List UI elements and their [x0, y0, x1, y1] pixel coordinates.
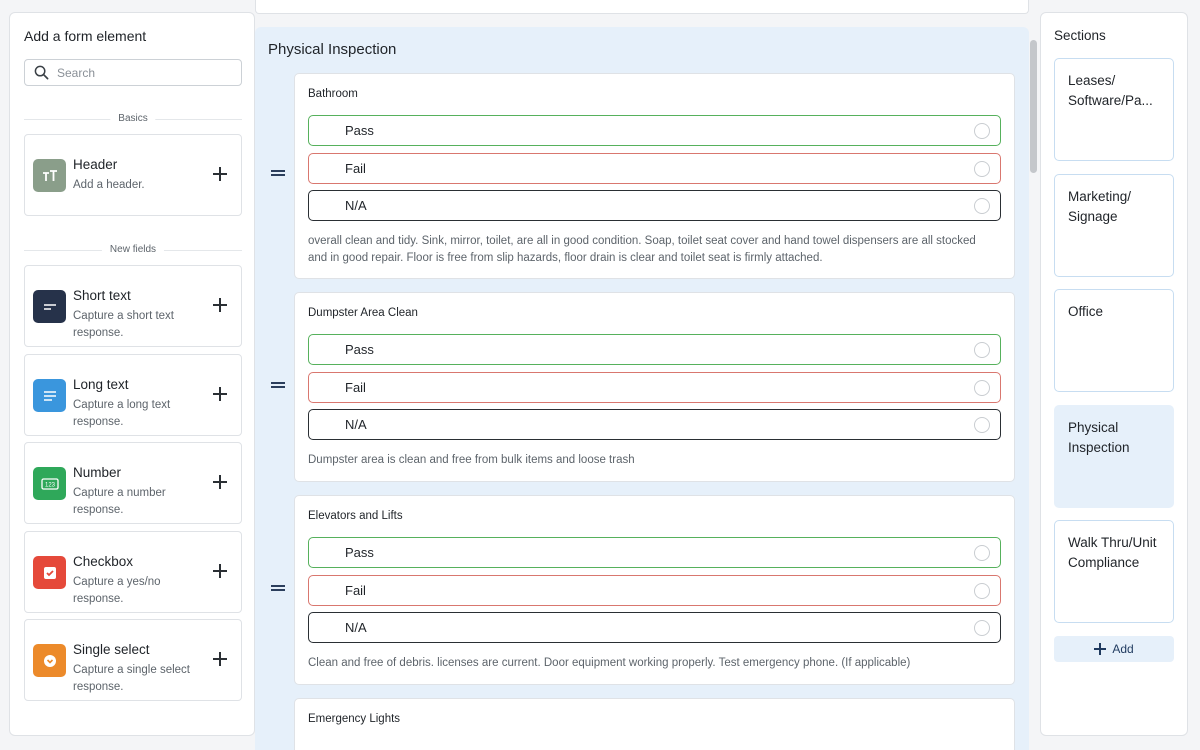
section-title: Physical Inspection — [268, 41, 397, 58]
element-description: Capture a number response. — [73, 487, 166, 516]
element-name: Long text — [73, 377, 129, 392]
previous-section-edge — [255, 0, 1029, 14]
plus-icon[interactable] — [213, 167, 227, 181]
search-input[interactable] — [57, 64, 232, 82]
option-pass[interactable] — [308, 115, 1001, 146]
question-card — [294, 73, 1015, 279]
short-text-icon — [33, 290, 66, 323]
scrollbar[interactable] — [1030, 40, 1037, 173]
section-label: Leases/ Software/Pa... — [1068, 73, 1153, 108]
option-na[interactable] — [308, 612, 1001, 643]
plus-icon — [1094, 643, 1106, 655]
single-select-icon — [33, 644, 66, 677]
element-description: Capture a yes/no response. — [73, 576, 161, 605]
section-card[interactable] — [1054, 174, 1174, 277]
new-fields-divider — [24, 244, 242, 255]
section-canvas — [255, 27, 1029, 750]
radio-button[interactable] — [974, 198, 990, 214]
new-fields-label: New fields — [102, 242, 164, 258]
plus-icon[interactable] — [213, 298, 227, 312]
radio-button[interactable] — [974, 123, 990, 139]
option-label: N/A — [345, 620, 367, 635]
sections-panel — [1040, 12, 1188, 736]
option-label: Pass — [345, 123, 374, 138]
option-label: N/A — [345, 198, 367, 213]
radio-button[interactable] — [974, 342, 990, 358]
add-label: Add — [1112, 642, 1134, 656]
element-description: Capture a single select response. — [73, 664, 190, 693]
add-section-button[interactable] — [1054, 636, 1174, 662]
question-card — [294, 292, 1015, 482]
section-card[interactable] — [1054, 58, 1174, 161]
radio-button[interactable] — [974, 417, 990, 433]
radio-button[interactable] — [974, 620, 990, 636]
question-title: Emergency Lights — [308, 713, 401, 725]
option-label: Fail — [345, 161, 366, 176]
sections-title: Sections — [1054, 28, 1106, 43]
section-card[interactable] — [1054, 520, 1174, 623]
drag-handle-icon[interactable] — [271, 382, 285, 388]
element-name: Number — [73, 465, 122, 480]
question-description: Dumpster area is clean and free from bulk items and loose trash — [308, 454, 635, 466]
element-name: Single select — [73, 642, 150, 657]
question-description: overall clean and tidy. Sink, mirror, toilet, are all in good condition. Soap, toilet seat cover and hand towel dispensers are all stocked and in good repair. Floor is free from slip hazards, floor drain is clear and toilet seat is firmly attached. — [308, 235, 976, 264]
element-description: Capture a long text response. — [73, 399, 171, 428]
element-header[interactable] — [24, 134, 242, 216]
text-size-icon — [33, 159, 66, 192]
element-name: Short text — [73, 288, 131, 303]
option-na[interactable] — [308, 409, 1001, 440]
basics-label: Basics — [110, 111, 155, 127]
question-title: Bathroom — [308, 88, 358, 100]
element-number[interactable] — [24, 442, 242, 524]
plus-icon[interactable] — [213, 564, 227, 578]
radio-button[interactable] — [974, 545, 990, 561]
radio-button[interactable] — [974, 161, 990, 177]
option-pass[interactable] — [308, 334, 1001, 365]
option-fail[interactable] — [308, 153, 1001, 184]
plus-icon[interactable] — [213, 652, 227, 666]
drag-handle-icon[interactable] — [271, 585, 285, 591]
question-card — [294, 698, 1015, 750]
plus-icon[interactable] — [213, 475, 227, 489]
option-fail[interactable] — [308, 575, 1001, 606]
element-single-select[interactable] — [24, 619, 242, 701]
element-long-text[interactable] — [24, 354, 242, 436]
question-title: Elevators and Lifts — [308, 510, 403, 522]
search-icon — [34, 65, 49, 80]
option-fail[interactable] — [308, 372, 1001, 403]
drag-handle-icon[interactable] — [271, 170, 285, 176]
form-element-panel — [9, 12, 255, 736]
long-text-icon — [33, 379, 66, 412]
radio-button[interactable] — [974, 380, 990, 396]
section-label: Office — [1068, 304, 1104, 319]
question-title: Dumpster Area Clean — [308, 307, 418, 319]
section-label: Walk Thru/Unit Compliance — [1068, 535, 1157, 570]
option-na[interactable] — [308, 190, 1001, 221]
basics-divider — [24, 113, 242, 124]
option-label: Pass — [345, 342, 374, 357]
element-description: Add a header. — [73, 179, 145, 191]
option-label: Fail — [345, 380, 366, 395]
question-description: Clean and free of debris. licenses are current. Door equipment working properly. Test emergency phone. (If applicable) — [308, 657, 911, 669]
option-label: Fail — [345, 583, 366, 598]
question-card — [294, 495, 1015, 685]
element-name: Checkbox — [73, 554, 134, 569]
option-pass[interactable] — [308, 537, 1001, 568]
section-card-active[interactable] — [1054, 405, 1174, 508]
section-label: Marketing/ Signage — [1068, 189, 1132, 224]
element-checkbox[interactable] — [24, 531, 242, 613]
panel-title: Add a form element — [24, 28, 147, 44]
section-label: Physical Inspection — [1068, 420, 1130, 455]
option-label: Pass — [345, 545, 374, 560]
checkbox-icon — [33, 556, 66, 589]
search-box[interactable] — [24, 59, 242, 86]
element-name: Header — [73, 157, 118, 172]
option-label: N/A — [345, 417, 367, 432]
svg-text:123: 123 — [44, 482, 55, 488]
number-icon — [33, 467, 66, 500]
plus-icon[interactable] — [213, 387, 227, 401]
element-description: Capture a short text response. — [73, 310, 174, 339]
element-short-text[interactable] — [24, 265, 242, 347]
radio-button[interactable] — [974, 583, 990, 599]
section-card[interactable] — [1054, 289, 1174, 392]
